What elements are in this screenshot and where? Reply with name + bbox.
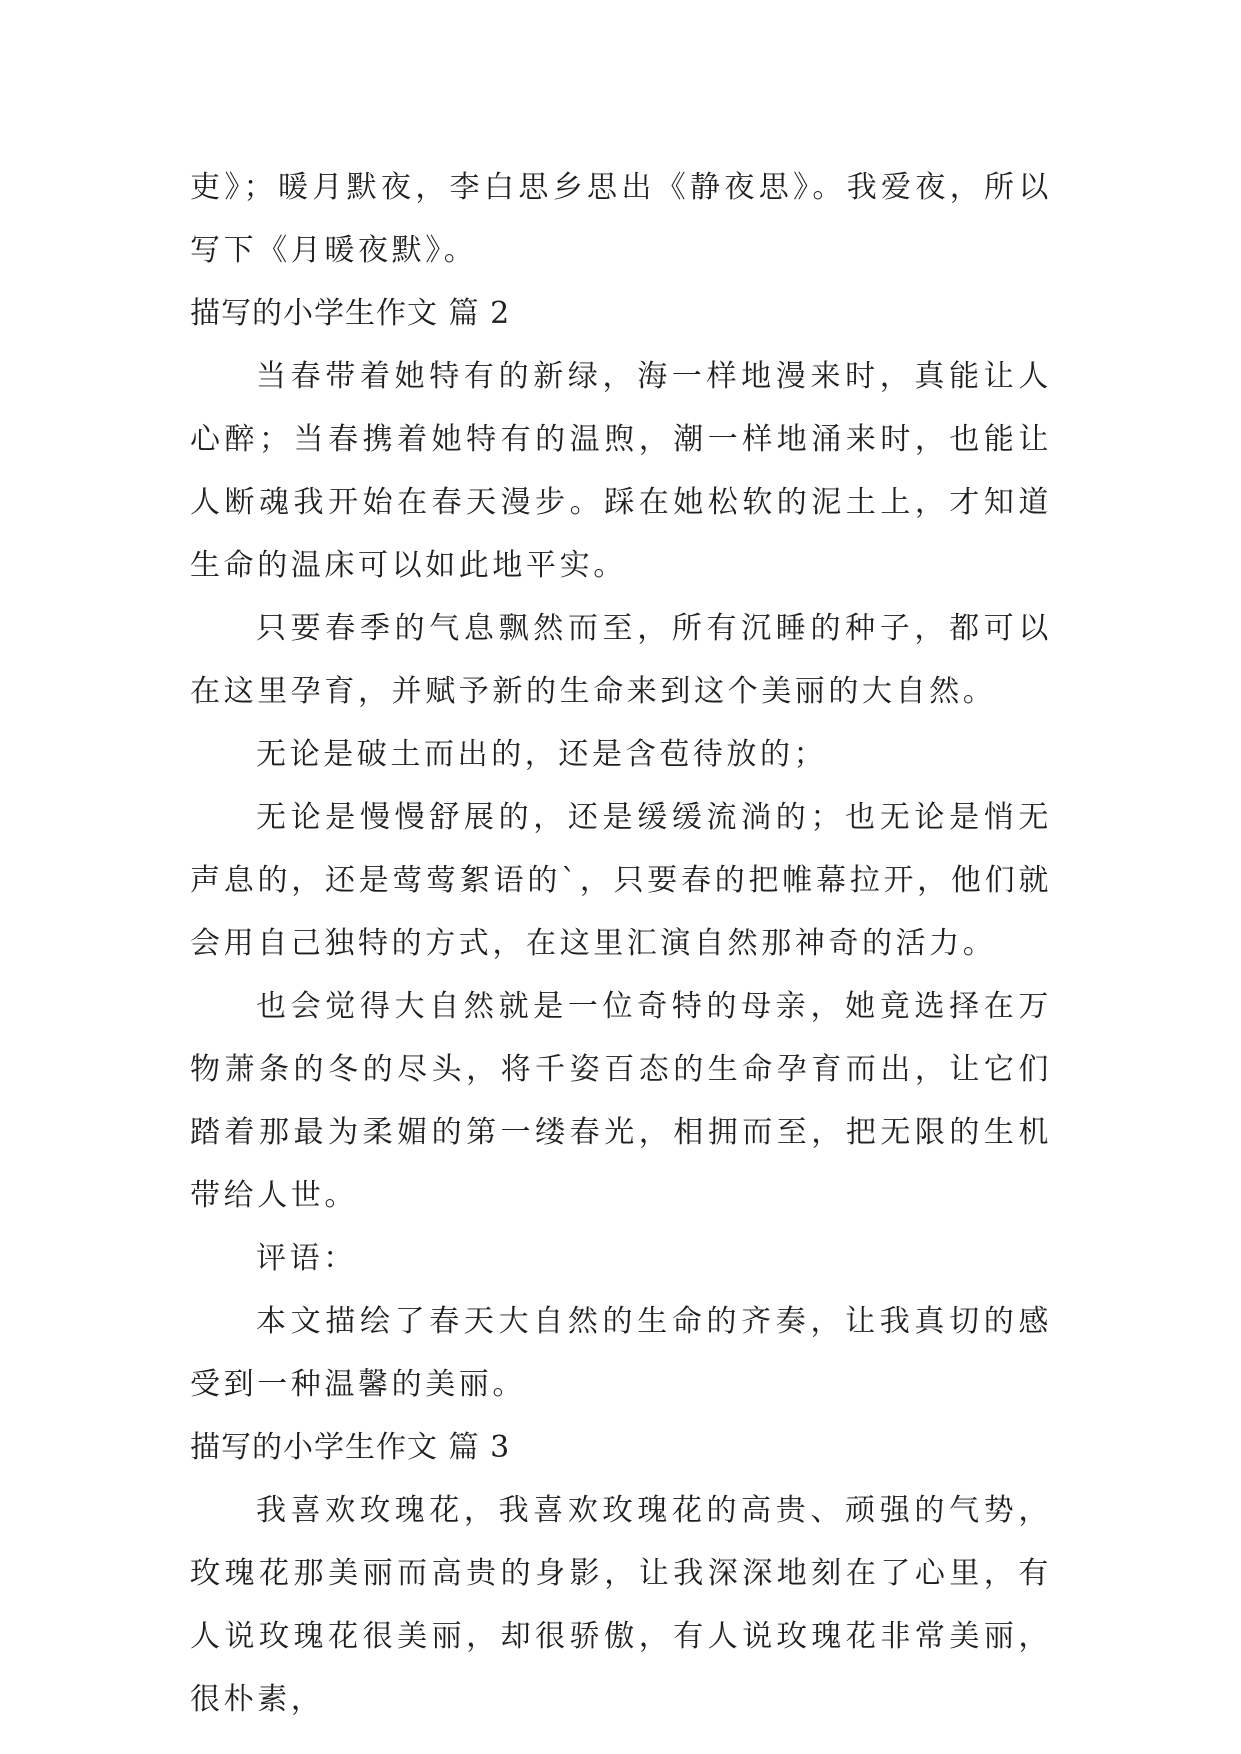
- paragraph: 无论是慢慢舒展的，还是缓缓流淌的；也无论是悄无声息的，还是莺莺絮语的`，只要春的把帷幕拉开，他们就会用自己独特的方式，在这里汇演自然那神奇的活力。: [190, 800, 1052, 961]
- comment-text: 本文描绘了春天大自然的生命的齐奏，让我真切的感受到一种温馨的美丽。: [190, 1304, 1052, 1402]
- document-body: [190, 156, 1052, 1731]
- paragraph-continued: 吏》；暖月默夜，李白思乡思出《静夜思》。我爱夜，所以写下《月暖夜默》。: [190, 170, 1052, 268]
- paragraph: 只要春季的气息飘然而至，所有沉睡的种子，都可以在这里孕育，并赋予新的生命来到这个美丽的大自然。: [190, 611, 1052, 709]
- section-heading-2: 描写的小学生作文 篇 2: [190, 296, 511, 331]
- paragraph: 无论是破土而出的，还是含苞待放的；: [256, 737, 828, 772]
- section-heading-3: 描写的小学生作文 篇 3: [190, 1430, 511, 1465]
- paragraph: 当春带着她特有的新绿，海一样地漫来时，真能让人心醉；当春携着她特有的温煦，潮一样地涌来时，也能让人断魂我开始在春天漫步。踩在她松软的泥土上，才知道生命的温床可以如此地平实。: [190, 359, 1052, 583]
- comment-label: 评语：: [256, 1241, 357, 1276]
- paragraph: 我喜欢玫瑰花，我喜欢玫瑰花的高贵、顽强的气势，玫瑰花那美丽而高贵的身影，让我深深地刻在了心里，有人说玫瑰花很美丽，却很骄傲，有人说玫瑰花非常美丽，很朴素，: [190, 1493, 1052, 1717]
- paragraph: 也会觉得大自然就是一位奇特的母亲，她竟选择在万物萧条的冬的尽头，将千姿百态的生命孕育而出，让它们踏着那最为柔媚的第一缕春光，相拥而至，把无限的生机带给人世。: [190, 989, 1052, 1213]
